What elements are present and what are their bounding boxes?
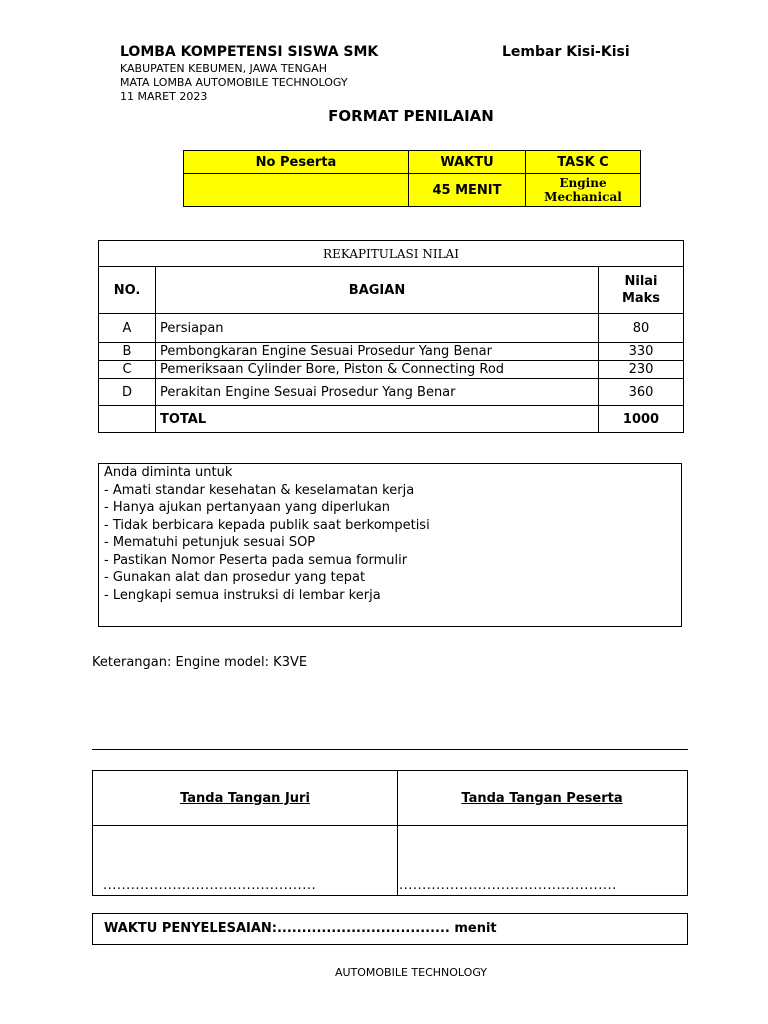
- table-row: [99, 361, 684, 379]
- row-no: A: [99, 314, 156, 343]
- row-nilai: 360: [599, 379, 684, 406]
- col-nilai-header: [599, 267, 684, 314]
- instruction-item: - Hanya ajukan pertanyaan yang diperlukan: [104, 500, 391, 515]
- instruction-item: - Mematuhi petunjuk sesuai SOP: [104, 535, 316, 550]
- row-no: D: [99, 379, 156, 406]
- instructions-box: [98, 463, 682, 627]
- total-no-cell: [99, 406, 156, 433]
- subject-line: MATA LOMBA AUTOMOBILE TECHNOLOGY: [120, 76, 348, 89]
- participant-info-table: [183, 150, 641, 207]
- task-label: TASK C: [526, 151, 641, 174]
- no-peserta-label: No Peserta: [184, 151, 409, 174]
- peserta-signature-line: ...............................................: [399, 878, 617, 893]
- peserta-signature-label: Tanda Tangan Peserta: [397, 771, 687, 826]
- col-nilai-line-1: Nilai: [624, 274, 658, 289]
- page-title: FORMAT PENILAIAN: [328, 107, 494, 125]
- juri-signature-label: Tanda Tangan Juri: [93, 771, 397, 826]
- juri-signature-cell[interactable]: [93, 771, 398, 895]
- date-line: 11 MARET 2023: [120, 90, 208, 103]
- total-value: 1000: [599, 406, 684, 433]
- task-value-line-2: Mechanical: [544, 190, 622, 204]
- waktu-label: WAKTU: [409, 151, 526, 174]
- row-no: C: [99, 361, 156, 379]
- total-row: [99, 406, 684, 433]
- total-label: TOTAL: [156, 406, 599, 433]
- row-bagian: Persiapan: [156, 314, 599, 343]
- location-line: KABUPATEN KEBUMEN, JAWA TENGAH: [120, 62, 328, 75]
- instruction-intro: Anda diminta untuk: [104, 465, 233, 480]
- col-nilai-line-2: Maks: [621, 291, 661, 306]
- page-footer: AUTOMOBILE TECHNOLOGY: [334, 966, 488, 979]
- col-bagian-header: BAGIAN: [156, 267, 599, 314]
- row-bagian: Pembongkaran Engine Sesuai Prosedur Yang Benar: [156, 343, 599, 361]
- instruction-item: - Gunakan alat dan prosedur yang tepat: [104, 570, 366, 585]
- sheet-type: Lembar Kisi-Kisi: [502, 44, 630, 60]
- competition-title: LOMBA KOMPETENSI SISWA SMK: [120, 44, 379, 60]
- signature-table: [92, 770, 688, 896]
- row-bagian: Pemeriksaan Cylinder Bore, Piston & Connecting Rod: [156, 361, 599, 379]
- table-row: [99, 379, 684, 406]
- engine-model-note: Keterangan: Engine model: K3VE: [92, 655, 308, 670]
- col-no-header: NO.: [99, 267, 156, 314]
- completion-time-field[interactable]: WAKTU PENYELESAIAN:................................... menit: [92, 913, 688, 945]
- juri-signature-line: ..............................................: [103, 878, 317, 893]
- peserta-signature-cell[interactable]: [397, 771, 687, 895]
- instruction-item: - Amati standar kesehatan & keselamatan kerja: [104, 482, 415, 498]
- row-nilai: 330: [599, 343, 684, 361]
- instruction-item: - Pastikan Nomor Peserta pada semua formulir: [104, 552, 408, 568]
- task-value-line-1: Engine: [559, 176, 607, 190]
- row-nilai: 80: [599, 314, 684, 343]
- table-row: [99, 343, 684, 361]
- instruction-item: - Tidak berbicara kepada publik saat berkompetisi: [104, 517, 430, 533]
- waktu-value: 45 MENIT: [409, 174, 526, 207]
- recap-caption: REKAPITULASI NILAI: [99, 241, 684, 267]
- no-peserta-field[interactable]: [184, 174, 409, 207]
- task-value: [526, 174, 641, 207]
- recap-table: [98, 240, 684, 433]
- row-no: B: [99, 343, 156, 361]
- instruction-item: - Lengkapi semua instruksi di lembar kerja: [104, 587, 381, 603]
- divider: [92, 749, 688, 750]
- table-row: [99, 314, 684, 343]
- row-nilai: 230: [599, 361, 684, 379]
- row-bagian: Perakitan Engine Sesuai Prosedur Yang Benar: [156, 379, 599, 406]
